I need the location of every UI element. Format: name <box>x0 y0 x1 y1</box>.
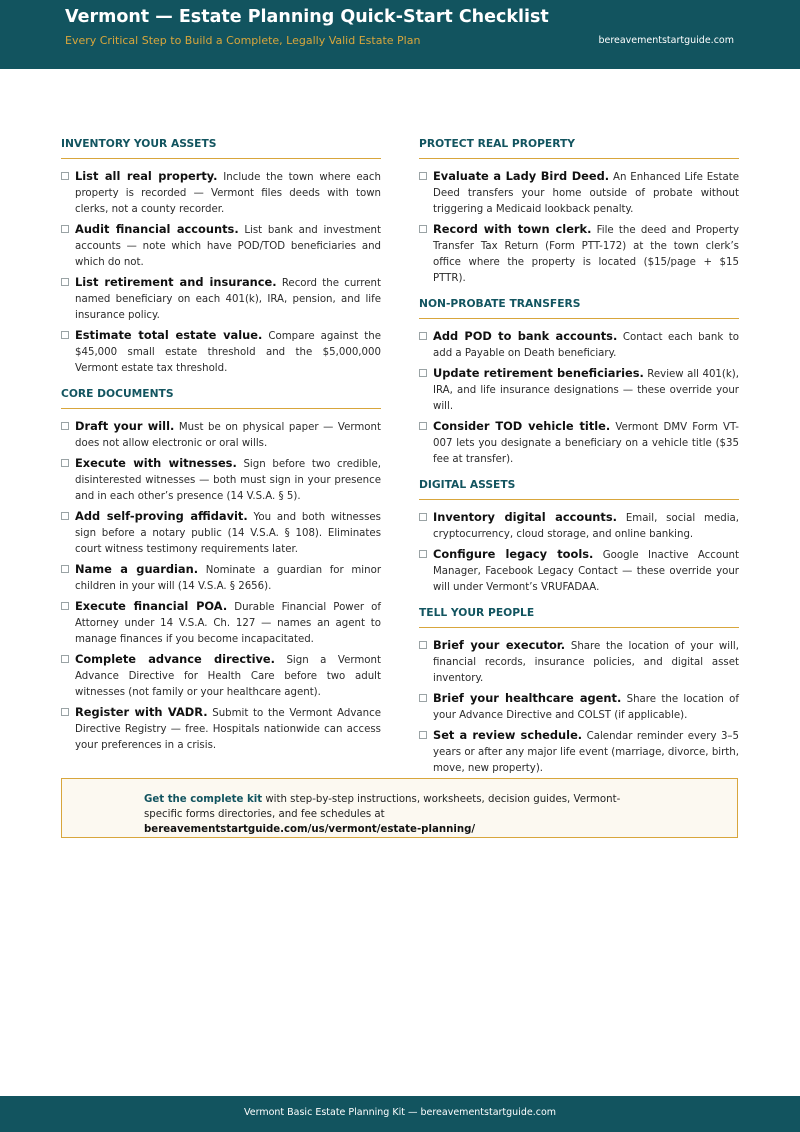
section-heading: INVENTORY YOUR ASSETS <box>61 137 381 159</box>
checkbox[interactable] <box>61 708 69 716</box>
checklist-item-title: Audit financial accounts. <box>75 222 239 236</box>
cta-url-link[interactable]: bereavementstartguide.com/us/vermont/estate-planning/ <box>144 824 476 835</box>
section-heading: TELL YOUR PEOPLE <box>419 606 739 628</box>
checklist-item-description: Durable Financial Power of Attorney under 14 V.S.A. Ch. 127 — names an agent to manage finances if you become incapacitated. <box>75 602 381 645</box>
checkbox[interactable] <box>419 550 427 558</box>
checklist-item <box>61 704 381 754</box>
checklist-item-title: Add POD to bank accounts. <box>433 329 618 343</box>
checkbox[interactable] <box>61 655 69 663</box>
section-digital-assets <box>419 478 739 596</box>
checkbox[interactable] <box>61 565 69 573</box>
checklist-item-title: Inventory digital accounts. <box>433 510 617 524</box>
checklist-item-title: Record with town clerk. <box>433 222 592 236</box>
checklist-item <box>419 546 739 596</box>
checklist-item-title: Name a guardian. <box>75 562 199 576</box>
checklist-item-title: Complete advance directive. <box>75 652 275 666</box>
checklist-item-title: Evaluate a Lady Bird Deed. <box>433 169 610 183</box>
checkbox[interactable] <box>61 225 69 233</box>
checklist-item-title: Execute with witnesses. <box>75 456 237 470</box>
checkbox[interactable] <box>61 512 69 520</box>
checklist-item-description: Compare against the $45,000 small estate threshold and the $5,000,000 Vermont estate tax threshold. <box>75 331 381 374</box>
section-heading: PROTECT REAL PROPERTY <box>419 137 739 159</box>
checklist-item <box>61 508 381 558</box>
checklist-item-description: Must be on physical paper — Vermont does not allow electronic or oral wills. <box>75 422 381 449</box>
checklist-item <box>419 328 739 362</box>
checklist-item <box>419 221 739 287</box>
checklist-item <box>61 168 381 218</box>
checklist-item-title: Update retirement beneficiaries. <box>433 366 644 380</box>
checklist-item-title: Set a review schedule. <box>433 728 583 742</box>
header-site-link[interactable]: bereavementstartguide.com <box>598 35 734 46</box>
checkbox[interactable] <box>419 369 427 377</box>
checkbox[interactable] <box>61 331 69 339</box>
checklist-item-description: Share the location of your will, financial records, insurance policies, and digital asset inventory. <box>433 641 739 684</box>
checklist-item <box>419 637 739 687</box>
checklist-item-description: Share the location of your Advance Directive and COLST (if applicable). <box>433 694 739 721</box>
checklist-item <box>419 727 739 777</box>
checklist-item-title: List retirement and insurance. <box>75 275 277 289</box>
checklist-item <box>61 455 381 505</box>
cta-text: with step-by-step instructions, worksheets, decision guides, Vermont-specific forms directories, and fee schedules at <box>144 794 621 820</box>
checklist-item-description: Email, social media, cryptocurrency, cloud storage, and online banking. <box>433 513 740 540</box>
checklist-item-title: Register with VADR. <box>75 705 208 719</box>
section-tell-your-people <box>419 606 739 777</box>
checkbox[interactable] <box>419 513 427 521</box>
checklist-item-description: Nominate a guardian for minor children in your will (14 V.S.A. § 2656). <box>75 565 382 592</box>
section-heading: CORE DOCUMENTS <box>61 387 381 409</box>
checklist-item <box>419 168 739 218</box>
checklist-item-title: Brief your executor. <box>433 638 566 652</box>
checkbox[interactable] <box>61 422 69 430</box>
checklist-item-description: List bank and investment accounts — note which have POD/TOD beneficiaries and which do not. <box>75 225 381 268</box>
page-subtitle: Every Critical Step to Build a Complete, Legally Valid Estate Plan <box>65 34 421 47</box>
checkbox[interactable] <box>419 694 427 702</box>
checklist-item <box>419 418 739 468</box>
checkbox[interactable] <box>61 459 69 467</box>
checklist-item <box>61 274 381 324</box>
page-footer <box>0 1096 800 1132</box>
checklist-item-description: File the deed and Property Transfer Tax Return (Form PTT-172) at the town clerk’s office where the property is located ($15/page + $15 PTTR). <box>433 225 739 284</box>
cta-box <box>61 778 738 838</box>
checklist-item <box>61 221 381 271</box>
footer-text: Vermont Basic Estate Planning Kit — bereavementstartguide.com <box>243 1107 557 1118</box>
section-non-probate-transfers <box>419 297 739 468</box>
section-protect-real-property <box>419 137 739 287</box>
checklist-item-title: Consider TOD vehicle title. <box>433 419 611 433</box>
checklist-item <box>61 651 381 701</box>
checkbox[interactable] <box>61 172 69 180</box>
section-heading: DIGITAL ASSETS <box>419 478 739 500</box>
checklist-item-title: Execute financial POA. <box>75 599 228 613</box>
checklist-item-title: Configure legacy tools. <box>433 547 594 561</box>
checkbox[interactable] <box>419 172 427 180</box>
checklist-item-title: List all real property. <box>75 169 218 183</box>
checklist-item-description: Vermont DMV Form VT-007 lets you designate a beneficiary on a vehicle title ($35 fee at transfer). <box>433 422 739 465</box>
checklist-item <box>61 418 381 452</box>
checklist-item <box>61 598 381 648</box>
checkbox[interactable] <box>419 641 427 649</box>
checkbox[interactable] <box>419 225 427 233</box>
left-column <box>61 137 381 757</box>
page-title: Vermont — Estate Planning Quick-Start Checklist <box>65 7 549 27</box>
checklist-item-description: You and both witnesses sign before a notary public (14 V.S.A. § 108). Eliminates court witness testimony requirements later. <box>75 512 381 555</box>
checklist-item <box>61 561 381 595</box>
checklist-item <box>419 365 739 415</box>
checklist-item-description: Submit to the Vermont Advance Directive Registry — free. Hospitals nationwide can access your preferences in a crisis. <box>75 708 381 751</box>
checkbox[interactable] <box>61 602 69 610</box>
section-core-documents <box>61 387 381 754</box>
section-heading: NON-PROBATE TRANSFERS <box>419 297 739 319</box>
checkbox[interactable] <box>61 278 69 286</box>
checklist-item-description: Contact each bank to add a Payable on Death beneficiary. <box>433 332 739 359</box>
checklist-item <box>61 327 381 377</box>
section-inventory-your-assets <box>61 137 381 377</box>
checklist-item-title: Draft your will. <box>75 419 175 433</box>
cta-lead[interactable]: Get the complete kit <box>144 794 263 805</box>
page-header <box>0 0 800 69</box>
checkbox[interactable] <box>419 332 427 340</box>
checklist-item-description: An Enhanced Life Estate Deed transfers your home outside of probate without triggering a Medicaid lookback penalty. <box>433 172 739 215</box>
checklist-item-description: Sign before two credible, disinterested witnesses — both must sign in your presence and in each other’s presence (14 V.S.A. § 5). <box>75 459 381 502</box>
checklist-item-description: Review all 401(k), IRA, and life insurance designations — these override your will. <box>433 369 739 412</box>
checklist-item <box>419 690 739 724</box>
checklist-item-title: Add self-proving affidavit. <box>75 509 248 523</box>
checkbox[interactable] <box>419 422 427 430</box>
checklist-item-description: Include the town where each property is recorded — Vermont files deeds with town clerks, not a county recorder. <box>75 172 381 215</box>
checklist-item-title: Estimate total estate value. <box>75 328 263 342</box>
checkbox[interactable] <box>419 731 427 739</box>
checklist-item-title: Brief your healthcare agent. <box>433 691 622 705</box>
checklist-item-description: Google Inactive Account Manager, Facebook Legacy Contact — these override your will under Vermont’s VRUFADAA. <box>433 550 739 593</box>
checklist-item-description: Sign a Vermont Advance Directive for Health Care before two adult witnesses (not family or your healthcare agent). <box>75 655 381 698</box>
right-column <box>419 137 739 780</box>
checklist-item-description: Calendar reminder every 3–5 years or after any major life event (marriage, divorce, birth, move, new property). <box>433 731 740 774</box>
checklist-item-description: Record the current named beneficiary on each 401(k), IRA, pension, and life insurance policy. <box>75 278 381 321</box>
checklist-item <box>419 509 739 543</box>
